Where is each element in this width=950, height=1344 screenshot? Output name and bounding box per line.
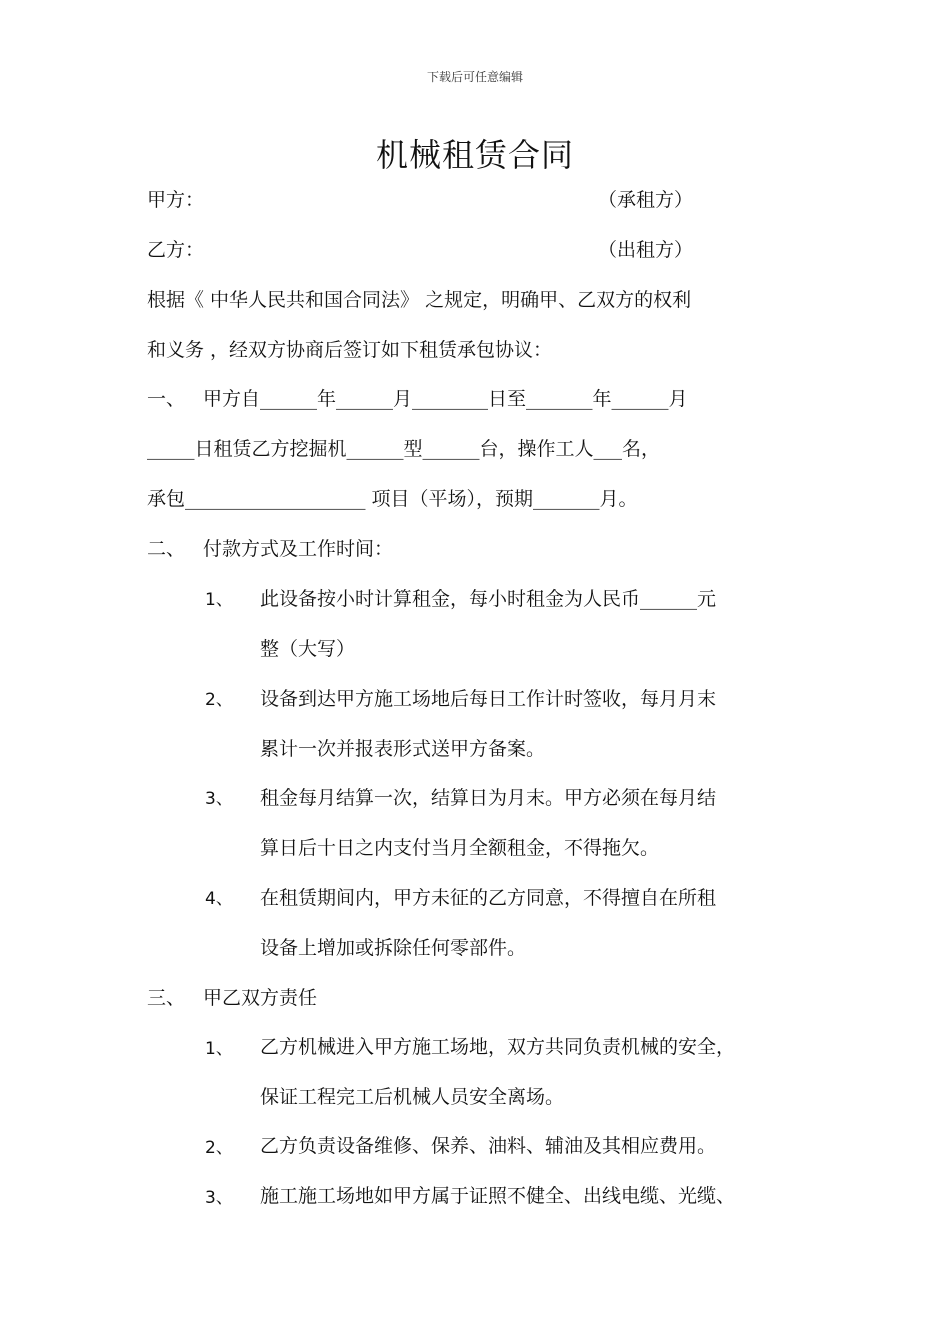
section-2-number: 二、 (147, 538, 186, 560)
section-2-item-4-line-2: 设备上增加或拆除任何零部件。 (260, 937, 527, 959)
section-3-item-2-number: 2、 (205, 1138, 233, 1158)
section-1-line-3: 承包___________________ 项目（平场），预期_______月。 (147, 488, 638, 510)
header-note: 下载后可任意编辑 (426, 70, 523, 84)
section-3-item-2-line-1: 乙方负责设备维修、保养、油料、辅油及其相应费用。 (260, 1135, 717, 1157)
section-2-item-1-line-1: 此设备按小时计算租金，每小时租金为人民币______元 (260, 588, 717, 610)
page-title: 机械租赁合同 (375, 136, 574, 174)
party-a-role: （承租方） (598, 189, 694, 211)
section-3-item-3-line-1: 施工施工场地如甲方属于证照不健全、出线电缆、光缆、 (260, 1185, 736, 1207)
section-2-item-3-line-2: 算日后十日之内支付当月全额租金，不得拖欠。 (260, 837, 660, 859)
section-3-item-1-number: 1、 (205, 1039, 233, 1059)
section-2-item-4-line-1: 在租赁期间内，甲方未征的乙方同意，不得擅自在所租 (260, 887, 717, 909)
section-3-item-1-line-1: 乙方机械进入甲方施工场地，双方共同负责机械的安全， (260, 1036, 736, 1058)
section-2-item-2-line-2: 累计一次并报表形式送甲方备案。 (260, 738, 546, 760)
section-3-heading: 甲乙双方责任 (203, 987, 318, 1009)
section-2-item-2-line-1: 设备到达甲方施工场地后每日工作计时签收，每月月末 (260, 688, 717, 710)
party-b-label: 乙方： (147, 239, 205, 261)
section-2-item-2-number: 2、 (205, 690, 233, 710)
section-3-item-1-line-2: 保证工程完工后机械人员安全离场。 (260, 1086, 565, 1108)
section-2-item-3-line-1: 租金每月结算一次，结算日为月末。甲方必须在每月结 (260, 787, 717, 809)
section-2-item-1-number: 1、 (205, 590, 233, 610)
section-1-line-1: 甲方自______年______月________日至_______年______月 (203, 388, 688, 410)
section-1-line-2: _____日租赁乙方挖掘机______型______台，操作工人___名， (147, 438, 661, 460)
section-3-number: 三、 (147, 987, 186, 1009)
section-3-item-3-number: 3、 (205, 1188, 233, 1208)
section-2-item-4-number: 4、 (205, 889, 233, 909)
section-2-item-1-line-2: 整（大写） (260, 638, 356, 660)
intro-line-1: 根据《 中华人民共和国合同法》 之规定，明确甲、乙双方的权利 (147, 289, 692, 311)
section-1-number: 一、 (147, 388, 186, 410)
intro-line-2: 和义务 ，经双方协商后签订如下租赁承包协议： (147, 339, 553, 361)
section-2-heading: 付款方式及工作时间： (203, 538, 394, 560)
party-b-role: （出租方） (598, 239, 694, 261)
section-2-item-3-number: 3、 (205, 789, 233, 809)
party-a-label: 甲方： (147, 189, 205, 211)
